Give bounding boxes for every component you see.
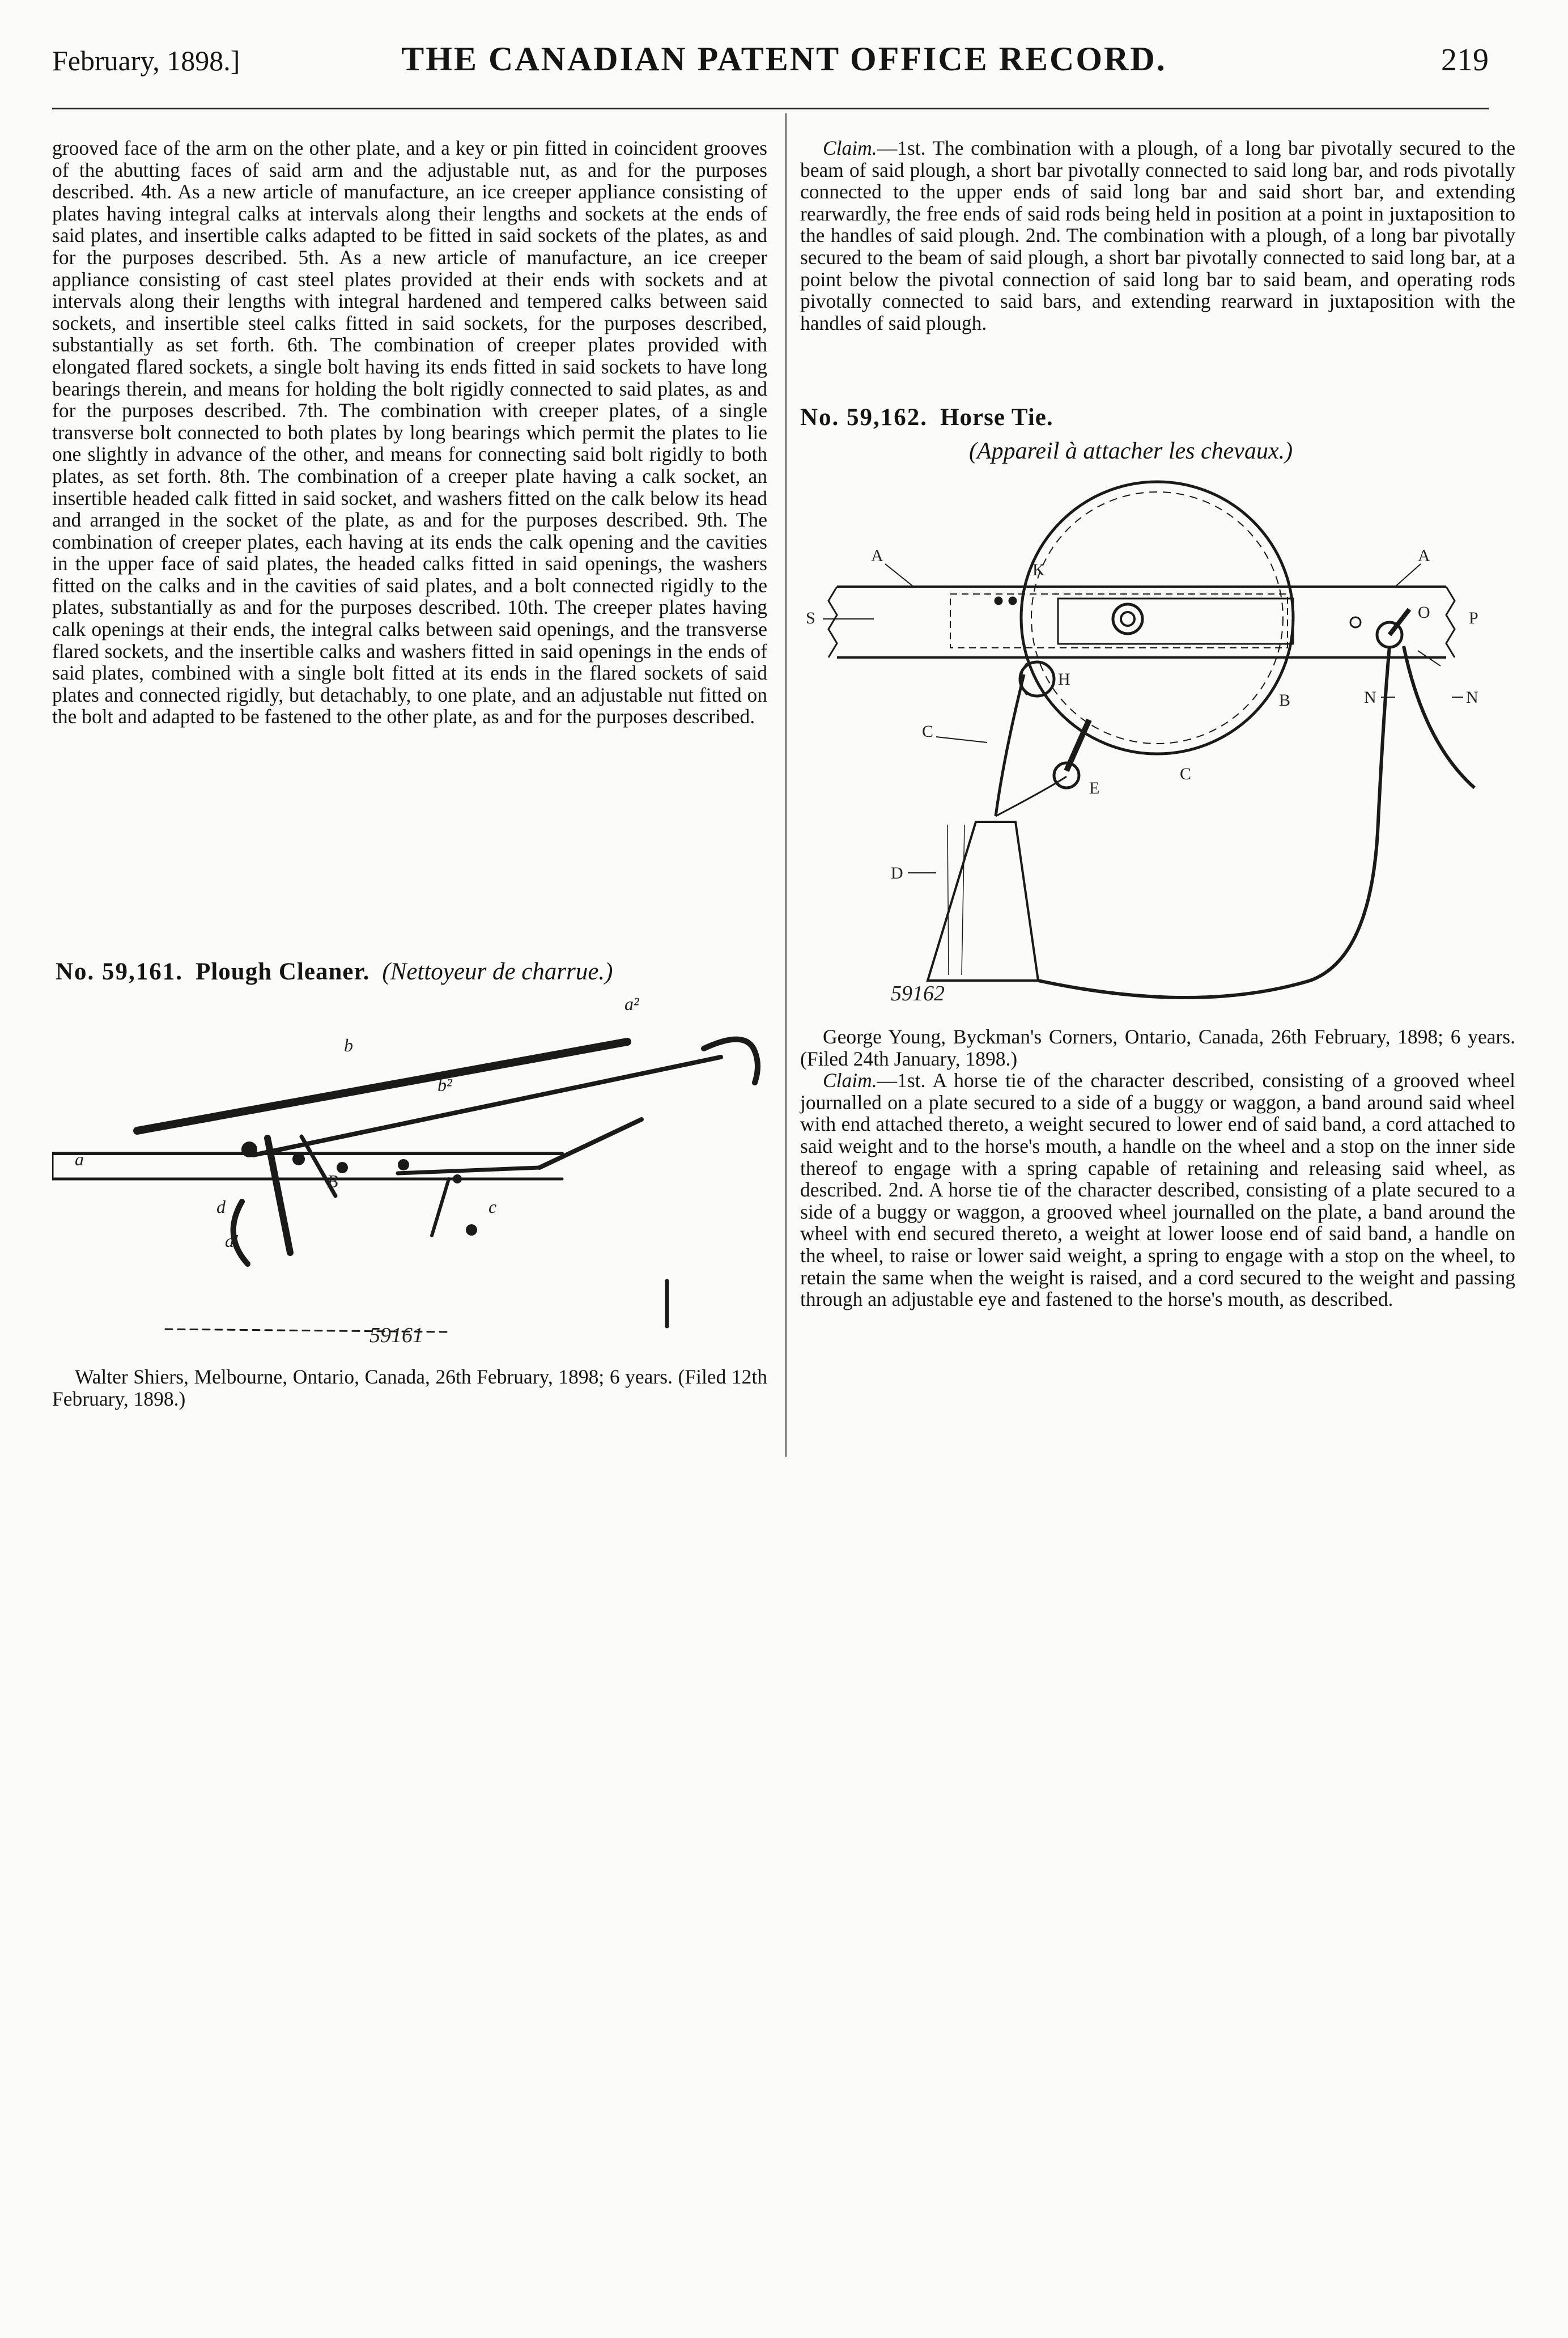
fig-59162-label-N-right: N — [1466, 688, 1478, 707]
fig-59161-label-c: c — [488, 1196, 497, 1217]
fig-59162-caption: 59162 — [891, 982, 945, 1005]
patent-59162-claim-text: —1st. A horse tie of the character described, consisting of a grooved wheel journalled on a plate secured to a side of a buggy or waggon, a band around said wheel with end attached thereto, a weight secured to lower end of said band, a cord attached to said weight and to the horse's mouth, a handle on the wheel and a stop on the inner side thereof to engage with a spring capable of retaining and releasing said wheel, as described. 2nd. A horse tie of the character described, consisting of a plate secured to a side of a buggy or waggon, a grooved wheel journalled on the plate, a band around the wheel with end secured thereto, a weight at lower loose end of said band, a handle on the wheel, to raise or lower said weight, a spring to engage with a stop on the wheel, to retain the same when the weight is raised, and a cord secured to the weight and passing through an adjustable eye and fastened to the horse's mouth, as described. — [800, 1069, 1515, 1311]
patent-59161-name: Plough Cleaner. — [196, 958, 370, 985]
fig-59162-label-D: D — [891, 864, 903, 882]
patent-59162-french-name: (Appareil à attacher les chevaux.) — [969, 438, 1293, 464]
issue-date: February, 1898.] — [52, 45, 240, 77]
patent-59162-text — [800, 1026, 1515, 1310]
horse-tie-figure — [800, 470, 1515, 1009]
fig-59162-label-A-right: A — [1418, 546, 1430, 565]
fig-59161-label-a: a — [75, 1149, 84, 1169]
patent-59162-number: No. 59,162. — [800, 404, 928, 431]
fig-59162-label-O: O — [1418, 603, 1430, 622]
header-rule — [52, 108, 1489, 109]
fig-59162-label-E: E — [1089, 779, 1100, 797]
patent-59161-heading — [56, 958, 613, 986]
fig-59162-label-N-left: N — [1364, 688, 1376, 707]
journal-title: THE CANADIAN PATENT OFFICE RECORD. — [401, 40, 1167, 78]
fig-59162-label-C-left: C — [922, 722, 934, 741]
page-number: 219 — [1441, 43, 1489, 78]
column-divider — [785, 113, 787, 1457]
patent-59162-heading — [800, 404, 1053, 431]
fig-59161-caption: 59161 — [369, 1323, 423, 1347]
fig-59162-label-B: B — [1279, 691, 1291, 710]
patent-59161-claims — [800, 137, 1515, 334]
patent-59162-claim-label: Claim. — [823, 1069, 877, 1092]
fig-59162-label-A-left: A — [871, 546, 883, 565]
fig-59162-label-C-right: C — [1180, 765, 1192, 783]
fig-59161-label-b2: b² — [437, 1075, 452, 1095]
page-header — [0, 0, 1568, 108]
patent-59161-inventor-block — [52, 1366, 767, 1410]
fig-59162-label-S: S — [806, 609, 815, 627]
patent-59161-french-name: (Nettoyeur de charrue.) — [382, 958, 613, 985]
fig-59162-label-H: H — [1058, 670, 1070, 689]
patent-59161-inventor: Walter Shiers, Melbourne, Ontario, Canada, 26th February, 1898; 6 years. (Filed 12th February, 1898.) — [52, 1365, 767, 1410]
fig-59161-label-a2: a² — [624, 998, 639, 1014]
patent-59162-name: Horse Tie. — [940, 404, 1053, 431]
patent-59161-claim-label: Claim. — [823, 137, 877, 159]
plough-cleaner-figure — [52, 998, 772, 1349]
fig-59161-label-d: d — [216, 1196, 226, 1217]
patent-59161-claim-text: —1st. The combination with a plough, of a long bar pivotally secured to the beam of said plough, a short bar pivotally connected to said long bar, and rods pivotally connected to the upper ends of said long bar and said short bar, and extending rearwardly, the free ends of said rods being held in position at a point in juxtaposition to the handles of said plough. 2nd. The combination with a plough, of a long bar pivotally secured to the beam of said plough, a short bar pivotally connected to said long bar, at a point below the pivotal connection of said long bar to said beam, and operating rods pivotally connected to said bars, and extending rearward in juxtaposition with the handles of said plough. — [800, 137, 1515, 334]
continued-claims — [52, 137, 767, 728]
continued-claims-text: grooved face of the arm on the other plate, and a key or pin fitted in coincident grooves of the abutting faces of said arm and the adjustable nut, as and for the purposes described. 4th. As a new article of manufacture, an ice creeper appliance consisting of plates having integral calks at intervals along their lengths and sockets at the ends of said plates, and insertible calks adapted to be fitted in said sockets of the plates, as and for the purposes described. 5th. As a new article of manufacture, an ice creeper appliance consisting of cast steel plates provided at their ends with sockets and at intervals along their lengths with integral hardened and tempered calks between said sockets, and insertible steel calks fitted in said sockets, for the purposes described, substantially as set forth. 6th. The combination of creeper plates provided with elongated flared sockets, a single bolt having its ends fitted in said sockets to have long bearings therein, and means for holding the bolt rigidly connected to said plates, as and for the purposes described. 7th. The combination with creeper plates, of a single transverse bolt connected to both plates by long bearings which permit the plates to lie one slightly in advance of the other, and means for connecting said bolt rigidly to both plates, as set forth. 8th. The combination of a creeper plate having a calk socket, an insertible headed calk fitted in said socket, and washers fitted on the calk below its head and arranged in the socket of the plate, as and for the purposes described. 9th. The combination of creeper plates, each having at its ends the calk opening and the cavities in the upper face of said plates, the headed calks fitted in said openings, the washers fitted on the calks and in the cavities of said plates, and a bolt connected rigidly to the plates, substantially as and for the purposes described. 10th. The creeper plates having calk openings at their ends, the integral calks between said openings, and the transverse flared sockets, and the insertible calks and washers fitted in said openings in the ends of said plates, combined with a single bolt fitted at its ends in the flared sockets of said plates and connected rigidly, but detachably, to one plate, and an adjustable nut fitted on the bolt and adapted to be fastened to the other plate, as and for the purposes described. — [52, 137, 767, 728]
patent-59161-number: No. 59,161. — [56, 958, 184, 985]
fig-59161-label-B: B — [327, 1171, 338, 1191]
fig-59161-label-d1: d' — [225, 1230, 238, 1251]
fig-59162-label-K: K — [1032, 561, 1045, 579]
fig-59161-label-b: b — [344, 1035, 353, 1055]
patent-59162-inventor: George Young, Byckman's Corners, Ontario, Canada, 26th February, 1898; 6 years. (Filed 24th January, 1898.) — [800, 1025, 1515, 1070]
fig-59162-label-P: P — [1469, 609, 1478, 627]
